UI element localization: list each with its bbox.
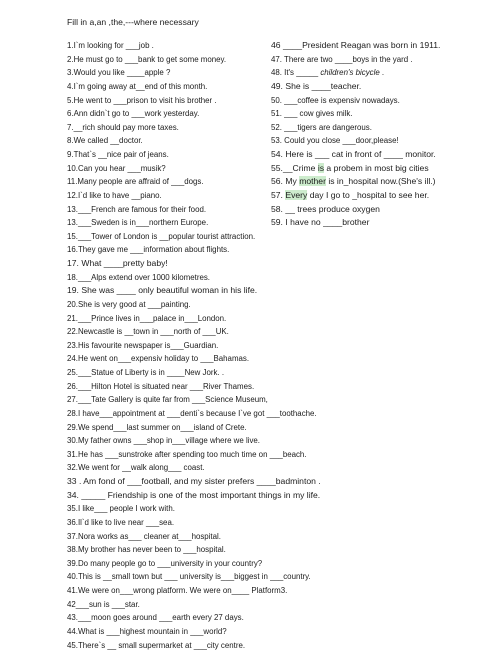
exercise-line: 22.Newcastle is __town in ___north of ___UK.: [67, 325, 321, 339]
exercise-line: 38.My brother has never been to ___hospital.: [67, 543, 321, 557]
highlighted-word: Every: [285, 190, 307, 200]
line-text: 46 ____President Reagan was born in 1911.: [271, 40, 440, 50]
exercise-line: 29.We spend___last summer on___island of Crete.: [67, 421, 321, 435]
exercise-line: 26.___Hilton Hotel is situated near ___River Thames.: [67, 380, 321, 394]
line-text: 59. I have no ____brother: [271, 217, 369, 227]
line-text: 58. __ trees produce oxygen: [271, 204, 380, 214]
line-text: day I go to _hospital to see her.: [307, 190, 429, 200]
exercise-line: [271, 107, 440, 121]
line-text: 53. Could you close ___door,please!: [271, 136, 399, 145]
exercise-line: 45.There`s __ small supermarket at ___city centre.: [67, 639, 321, 652]
line-text: 48. It's _____: [271, 68, 320, 77]
line-text: 56. My: [271, 176, 299, 186]
exercise-line: 28.I have___appointment at ___denti`s because I`ve got ___toothache.: [67, 407, 321, 421]
exercise-line: 19. She was ____ only beautiful woman in his life.: [67, 284, 321, 298]
highlighted-word: is: [318, 163, 324, 173]
exercise-line: 13.___French are famous for their food.: [67, 203, 321, 217]
exercise-line: 2.He must go to ___bank to get some money.: [67, 53, 321, 67]
exercise-list-right: [271, 39, 440, 230]
exercise-line: [271, 162, 440, 176]
exercise-line: [271, 66, 440, 80]
line-text: a probem in most big cities: [324, 163, 429, 173]
exercise-line: 40.This is __small town but ___ university is___biggest in ___country.: [67, 570, 321, 584]
exercise-line: [271, 134, 440, 148]
exercise-line: 20.She is very good at ___painting.: [67, 298, 321, 312]
exercise-line: [271, 39, 440, 53]
line-text: 52. ___tigers are dangerous.: [271, 123, 372, 132]
exercise-line: 11.Many people are affraid of ___dogs.: [67, 175, 321, 189]
exercise-line: 27.___Tate Gallery is quite far from ___Science Museum,: [67, 393, 321, 407]
exercise-line: [271, 121, 440, 135]
exercise-line: [271, 80, 440, 94]
exercise-line: 25.___Statue of Liberty is in ____New Jork. .: [67, 366, 321, 380]
exercise-line: 36.Il`d like to live near ___sea.: [67, 516, 321, 530]
exercise-line: 18.___Alps extend over 1000 kilometres.: [67, 271, 321, 285]
exercise-line: 12.I`d like to have __piano.: [67, 189, 321, 203]
exercise-line: [271, 53, 440, 67]
exercise-line: 33 . Am fond of ___football, and my sister prefers ____badminton .: [67, 475, 321, 489]
exercise-line: 6.Ann didn`t go to ___work yesterday.: [67, 107, 321, 121]
exercise-line: 4.I`m going away at__end of this month.: [67, 80, 321, 94]
exercise-line: 21.___Prince lives in___palace in___London.: [67, 312, 321, 326]
exercise-line: 37.Nora works as___ cleaner at___hospital.: [67, 530, 321, 544]
highlighted-word: mother: [299, 176, 326, 186]
exercise-line: 1.I`m looking for ___job .: [67, 39, 321, 53]
line-text: is in_hospital now.(She's ill.): [326, 176, 436, 186]
exercise-line: 23.His favourite newspaper is___Guardian.: [67, 339, 321, 353]
exercise-line: 39.Do many people go to ___university in your country?: [67, 557, 321, 571]
exercise-line: [271, 203, 440, 217]
line-text: 51. ___ cow gives milk.: [271, 109, 353, 118]
exercise-line: 16.They gave me ___information about flights.: [67, 243, 321, 257]
exercise-line: 5.He went to ___prison to visit his brother .: [67, 94, 321, 108]
exercise-line: 31.He has ___sunstroke after spending too much time on ___beach.: [67, 448, 321, 462]
line-text: 49. She is ____teacher.: [271, 81, 361, 91]
exercise-line: 34. _____ Friendship is one of the most important things in my life.: [67, 489, 321, 503]
exercise-line: 17. What ____pretty baby!: [67, 257, 321, 271]
exercise-line: 42___sun is ___star.: [67, 598, 321, 612]
exercise-line: [271, 148, 440, 162]
line-text: 50. ___coffee is expensiv nowadays.: [271, 96, 400, 105]
exercise-line: 44.What is ___highest mountain in ___world?: [67, 625, 321, 639]
exercise-line: 9.That`s __nice pair of jeans.: [67, 148, 321, 162]
exercise-line: 32.We went for __walk along___ coast.: [67, 461, 321, 475]
line-text: 57.: [271, 190, 285, 200]
worksheet-title: Fill in a,an ,the,---where necessary: [67, 17, 199, 27]
exercise-line: 43.___moon goes around ___earth every 27 days.: [67, 611, 321, 625]
italic-text: children's bicycle: [320, 68, 379, 77]
exercise-line: 41.We were on___wrong platform. We were on____ Platform3.: [67, 584, 321, 598]
exercise-line: [271, 216, 440, 230]
exercise-line: 35.I like___ people I work with.: [67, 502, 321, 516]
line-text: 54. Here is ___ cat in front of ____ monitor.: [271, 149, 436, 159]
exercise-line: [271, 94, 440, 108]
line-text: .: [380, 68, 384, 77]
exercise-line: 13.___Sweden is in___northern Europe.: [67, 216, 321, 230]
exercise-line: 3.Would you like ____apple ?: [67, 66, 321, 80]
exercise-line: 15.___Tower of London is __popular tourist attraction.: [67, 230, 321, 244]
exercise-line: [271, 175, 440, 189]
exercise-line: [271, 189, 440, 203]
exercise-line: 10.Can you hear ___musik?: [67, 162, 321, 176]
exercise-line: 30.My father owns ___shop in___village where we live.: [67, 434, 321, 448]
exercise-line: 24.He went on___expensiv holiday to ___Bahamas.: [67, 352, 321, 366]
exercise-line: 7.__rich should pay more taxes.: [67, 121, 321, 135]
exercise-line: 8.We called __doctor.: [67, 134, 321, 148]
line-text: 55.__Crime: [271, 163, 318, 173]
line-text: 47. There are two ____boys in the yard .: [271, 55, 413, 64]
